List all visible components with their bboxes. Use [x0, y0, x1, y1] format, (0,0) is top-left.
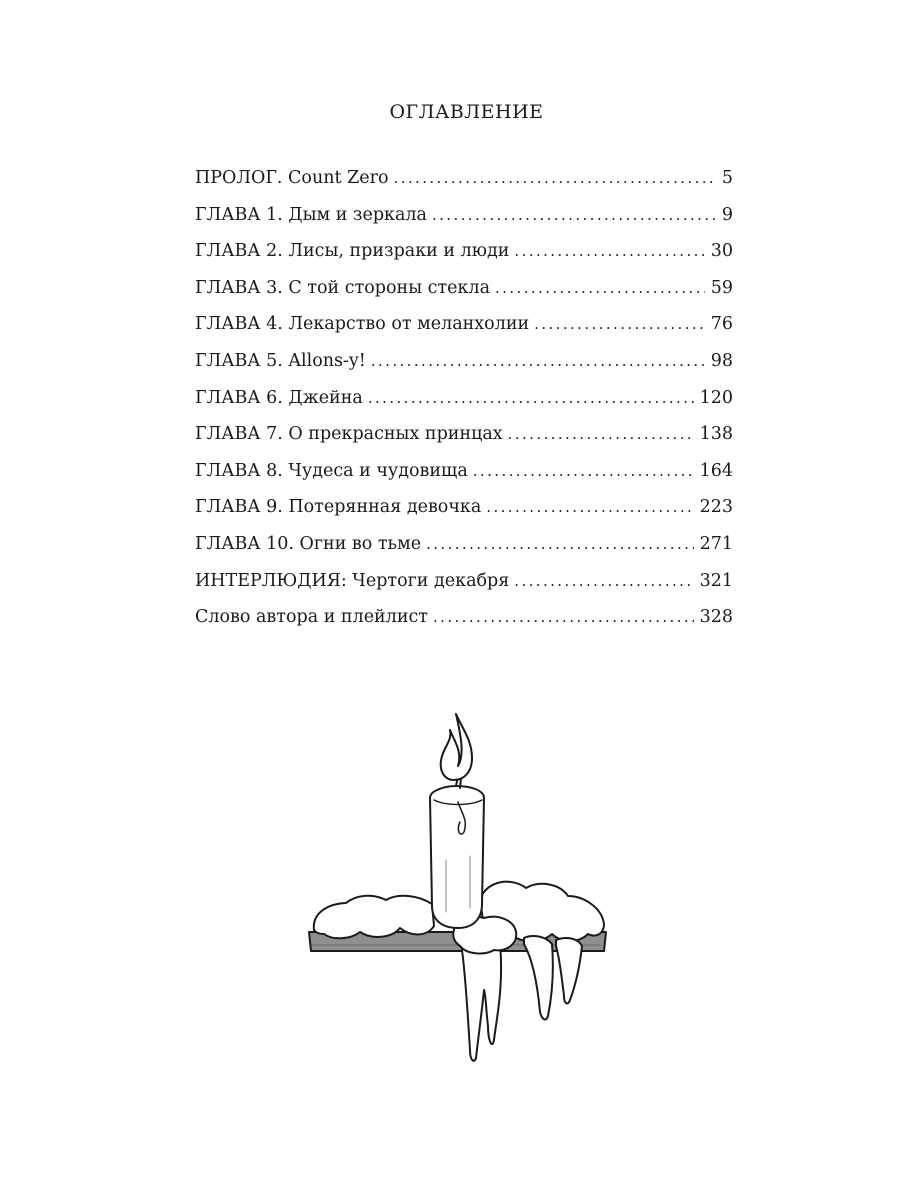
toc-entry-label: ГЛАВА 5. Allons-y!	[195, 350, 366, 371]
toc-entry	[195, 309, 733, 346]
toc-dot-leader	[394, 163, 716, 193]
toc-entry-page: 98	[710, 350, 733, 371]
toc-dot-leader	[368, 383, 694, 413]
table-of-contents	[195, 163, 733, 639]
toc-entry	[195, 529, 733, 566]
toc-entry-page: 59	[710, 277, 733, 298]
candle-flame-icon	[441, 714, 472, 780]
toc-entry-page: 76	[710, 314, 733, 335]
toc-entry-label: ИНТЕРЛЮДИЯ: Чертоги декабря	[195, 570, 510, 591]
toc-dot-leader	[486, 492, 693, 522]
toc-dot-leader	[514, 236, 704, 266]
toc-dot-leader	[371, 346, 705, 376]
toc-entry	[195, 163, 733, 200]
toc-entry-label: ГЛАВА 2. Лисы, призраки и люди	[195, 241, 510, 262]
toc-dot-leader	[426, 529, 694, 559]
toc-dot-leader	[495, 273, 705, 303]
toc-entry-label: ГЛАВА 9. Потерянная девочка	[195, 497, 482, 518]
toc-entry-label: ГЛАВА 6. Джейна	[195, 387, 363, 408]
toc-dot-leader	[534, 309, 705, 339]
toc-entry-label: ГЛАВА 7. О прекрасных принцах	[195, 424, 503, 445]
toc-entry-page: 30	[710, 241, 733, 262]
toc-entry	[195, 200, 733, 237]
candle-on-shelf-icon	[300, 700, 620, 1070]
wax-drip-mid-icon	[524, 936, 553, 1019]
toc-dot-leader	[508, 419, 694, 449]
wax-puddle-left-icon	[314, 896, 434, 939]
toc-entry	[195, 602, 733, 639]
toc-entry	[195, 346, 733, 383]
toc-entry-page: 164	[699, 460, 733, 481]
toc-entry-page: 271	[699, 533, 733, 554]
toc-entry	[195, 456, 733, 493]
toc-entry-label: ГЛАВА 4. Лекарство от меланхолии	[195, 314, 530, 335]
page-title: ОГЛАВЛЕНИЕ	[389, 101, 544, 123]
toc-entry-page: 9	[721, 204, 733, 225]
toc-entry-page: 138	[699, 424, 733, 445]
toc-entry-label: ГЛАВА 1. Дым и зеркала	[195, 204, 427, 225]
toc-entry	[195, 236, 733, 273]
toc-entry-label: ГЛАВА 3. С той стороны стекла	[195, 277, 491, 298]
toc-entry	[195, 419, 733, 456]
toc-entry-label: ПРОЛОГ. Count Zero	[195, 168, 389, 188]
toc-entry	[195, 273, 733, 310]
toc-dot-leader	[432, 200, 716, 230]
toc-entry	[195, 566, 733, 603]
toc-entry-label: ГЛАВА 10. Огни во тьме	[195, 533, 422, 554]
toc-entry	[195, 492, 733, 529]
toc-entry-page: 321	[699, 570, 733, 591]
toc-entry	[195, 383, 733, 420]
toc-entry-page: 328	[699, 607, 733, 628]
toc-entry-label: Слово автора и плейлист	[195, 607, 428, 628]
candle-body-icon	[430, 786, 484, 928]
toc-entry-page: 5	[721, 168, 733, 188]
toc-dot-leader	[514, 566, 693, 596]
toc-entry-page: 223	[699, 497, 733, 518]
toc-entry-page: 120	[699, 387, 733, 408]
toc-dot-leader	[473, 456, 694, 486]
wax-drip-short-icon	[556, 938, 582, 1003]
toc-dot-leader	[433, 602, 694, 632]
toc-entry-label: ГЛАВА 8. Чудеса и чудовища	[195, 460, 468, 481]
